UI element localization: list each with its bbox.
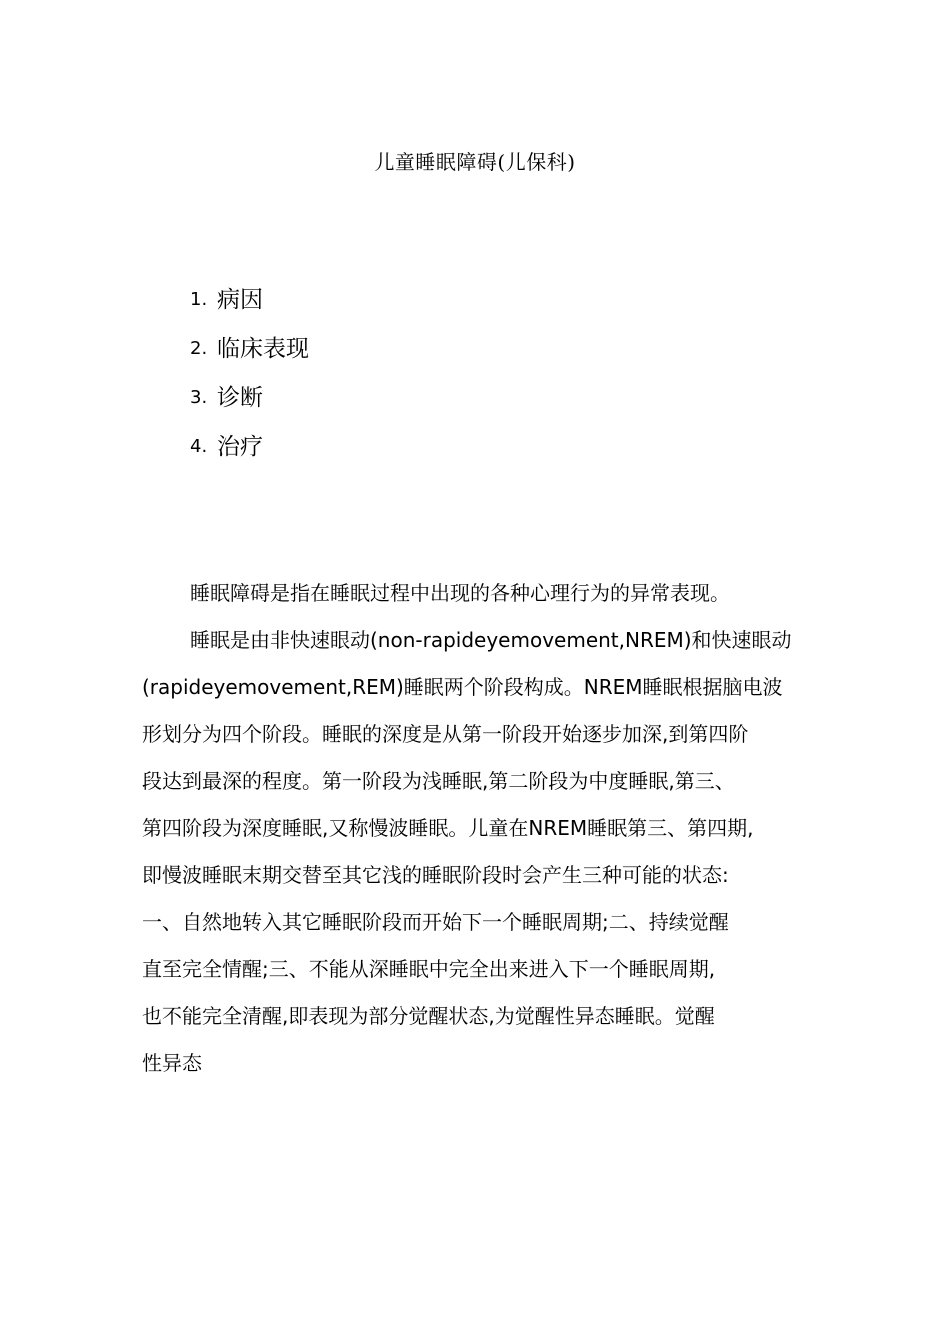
toc-item-number: 3. <box>190 386 208 408</box>
text-line: 第四阶段为深度睡眠,又称慢波睡眠。儿童在NREM睡眠第三、第四期, <box>142 816 754 840</box>
toc-item <box>190 422 309 471</box>
toc-item-number: 4. <box>190 435 208 457</box>
toc-item-label: 治疗 <box>217 433 263 460</box>
text-line: 睡眠障碍是指在睡眠过程中出现的各种心理行为的异常表现。 <box>190 581 730 605</box>
text-line: 性异态 <box>142 1051 202 1075</box>
paragraph-sleep-stages <box>142 617 828 1087</box>
text-line: 直至完全情醒;三、不能从深睡眠中完全出来进入下一个睡眠周期, <box>142 957 716 981</box>
toc-item-number: 1. <box>190 288 208 310</box>
toc-item <box>190 373 309 422</box>
paragraph-definition <box>142 570 828 617</box>
body-text <box>142 570 828 1087</box>
document-title: 儿童睡眠障碍(儿保科) <box>374 150 576 174</box>
text-line: 睡眠是由非快速眼动(non-rapideyemovement,NREM)和快速眼动 <box>190 628 792 652</box>
toc-item <box>190 275 309 324</box>
text-line: 形划分为四个阶段。睡眠的深度是从第一阶段开始逐步加深,到第四阶 <box>142 722 749 746</box>
text-line: (rapideyemovement,REM)睡眠两个阶段构成。NREM睡眠根据脑电波 <box>142 675 783 699</box>
table-of-contents <box>190 275 309 471</box>
toc-item-label: 病因 <box>217 286 263 313</box>
text-line: 段达到最深的程度。第一阶段为浅睡眠,第二阶段为中度睡眠,第三、 <box>142 769 735 793</box>
text-line: 即慢波睡眠末期交替至其它浅的睡眠阶段时会产生三种可能的状态: <box>142 863 729 887</box>
toc-item-label: 诊断 <box>217 384 263 411</box>
text-line: 一、自然地转入其它睡眠阶段而开始下一个睡眠周期;二、持续觉醒 <box>142 910 729 934</box>
toc-item <box>190 324 309 373</box>
text-line: 也不能完全清醒,即表现为部分觉醒状态,为觉醒性异态睡眠。觉醒 <box>142 1004 715 1028</box>
toc-item-label: 临床表现 <box>217 335 309 362</box>
toc-item-number: 2. <box>190 337 208 359</box>
